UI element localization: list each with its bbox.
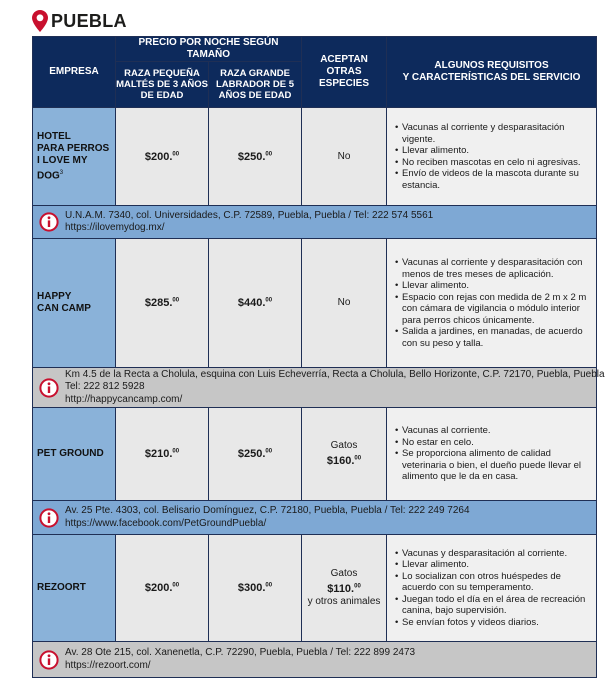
other-species <box>302 408 387 501</box>
contact-link[interactable]: https://rezoort.com/ <box>65 659 151 671</box>
price-amount: $440. <box>237 297 266 309</box>
header-other-species <box>302 37 387 108</box>
contact-info <box>33 206 597 239</box>
info-icon <box>39 212 59 232</box>
section-title <box>32 8 127 34</box>
header-line: RAZA PEQUEÑA <box>124 68 200 79</box>
contact-link[interactable]: https://ilovemydog.mx/ <box>65 222 165 233</box>
company-line: PET GROUND <box>37 448 104 459</box>
info-icon <box>39 650 59 670</box>
requirement-item: • Juegan todo el día en el área de recreación canina, bajo supervisión. <box>395 594 590 617</box>
contact-line: U.N.A.M. 7340, col. Universidades, C.P. 72589, Puebla, Puebla / Tel: 222 574 5561 <box>65 209 434 221</box>
company-name <box>33 239 116 368</box>
info-row <box>33 368 597 408</box>
small-breed-price <box>116 108 209 206</box>
other-species-label: No <box>337 150 351 162</box>
header-large-breed <box>209 62 302 108</box>
price-cents: 00 <box>172 582 180 589</box>
company-line: PARA PERROS <box>37 142 110 154</box>
requirement-item: • Envío de videos de la mascota durante su estancia. <box>395 168 590 191</box>
header-requirements <box>387 37 597 108</box>
header-line: DE EDAD <box>140 90 184 101</box>
price-amount: $250. <box>237 150 266 163</box>
info-icon <box>39 508 59 528</box>
company-line: REZOORT <box>37 582 86 593</box>
header-line: Y CARACTERÍSTICAS DEL SERVICIO <box>402 72 581 83</box>
price-amount: $300. <box>237 582 266 594</box>
large-breed-price <box>209 239 302 368</box>
other-species-price: $160. <box>326 454 355 467</box>
company-line: CAN CAMP <box>37 303 91 314</box>
small-breed-price <box>116 239 209 368</box>
company-line: DOG <box>37 170 60 182</box>
other-species <box>302 239 387 368</box>
requirement-item: • Vacunas al corriente. <box>395 425 590 437</box>
info-icon <box>39 378 59 398</box>
header-line: LABRADOR DE 5 <box>215 79 295 90</box>
price-cents: 00 <box>172 297 180 304</box>
price-amount: $200. <box>144 582 173 594</box>
price-cents: 00 <box>265 150 273 157</box>
company-line: HAPPY <box>37 291 72 302</box>
header-line: ACEPTAN <box>320 54 368 65</box>
info-row <box>33 501 597 535</box>
price-cents: 00 <box>265 448 273 455</box>
requirement-item: • Llevar alimento. <box>395 559 590 571</box>
table-row <box>33 108 597 206</box>
company-line: HOTEL <box>37 130 71 142</box>
table-row <box>33 239 597 368</box>
requirement-item: • Espacio con rejas con medida de 2 m x 2 m con cámara de vigilancia o módulo interior para perros chicos únicamente. <box>395 292 590 327</box>
other-species <box>302 535 387 642</box>
company-name <box>33 108 116 206</box>
company-line: I LOVE MY <box>37 154 88 166</box>
info-row <box>33 642 597 678</box>
price-amount: $210. <box>144 448 173 460</box>
requirement-item: • Salida a jardines, en manadas, de acuerdo con su peso y talla. <box>395 326 590 349</box>
other-species-label: No <box>337 297 351 308</box>
requirement-item: • Vacunas al corriente y desparasitación con menos de tres meses de aplicación. <box>395 257 590 280</box>
large-breed-price <box>209 535 302 642</box>
requirement-item: • Se proporciona alimento de calidad veterinaria o bien, el dueño puede llevar el alimento que le da en casa. <box>395 448 590 483</box>
contact-link[interactable]: https://www.facebook.com/PetGroundPuebla/ <box>65 517 267 529</box>
header-line: MALTÉS DE 3 AÑOS <box>116 79 208 90</box>
other-species <box>302 108 387 206</box>
requirement-item: • Se envían fotos y videos diarios. <box>395 617 590 629</box>
contact-line: Av. 28 Ote 215, col. Xanenetla, C.P. 72290, Puebla, Puebla / Tel: 222 899 2473 <box>65 647 416 658</box>
requirements <box>387 535 597 642</box>
header-line: ALGUNOS REQUISITOS <box>434 60 549 71</box>
price-cents: 00 <box>265 582 273 589</box>
header-small-breed <box>116 62 209 108</box>
other-species-price: $110. <box>327 582 355 595</box>
contact-info <box>33 501 597 535</box>
table-row <box>33 535 597 642</box>
price-amount: $200. <box>144 150 173 163</box>
price-cents: 00 <box>172 150 180 157</box>
section-title-text: PUEBLA <box>51 10 127 31</box>
requirement-item: • Lo socializan con otros huéspedes de acuerdo con su temperamento. <box>395 571 590 594</box>
table-row <box>33 408 597 501</box>
contact-link[interactable]: http://happycancamp.com/ <box>65 393 183 405</box>
price-cents: 00 <box>354 583 361 590</box>
price-cents: 00 <box>354 455 362 462</box>
small-breed-price <box>116 535 209 642</box>
header-line: ESPECIES <box>318 78 370 89</box>
map-pin-icon <box>32 10 48 32</box>
requirement-item: • Vacunas al corriente y desparasitación vigente. <box>395 122 590 145</box>
header-line: OTRAS <box>326 66 362 77</box>
kennels-table <box>32 36 605 678</box>
contact-line: Km 4.5 de la Recta a Cholula, esquina con Luis Echeverría, Recta a Cholula, Bello Horizonte, C.P. 72170, Puebla, Puebla <box>65 368 605 380</box>
requirement-item: • No reciben mascotas en celo ni agresivas. <box>395 157 590 169</box>
header-price-group: PRECIO POR NOCHE SEGÚN TAMAÑO <box>116 37 302 62</box>
requirement-item: • Llevar alimento. <box>395 280 590 292</box>
contact-info <box>33 368 605 408</box>
price-cents: 00 <box>265 297 273 304</box>
price-amount: $285. <box>144 297 173 309</box>
large-breed-price <box>209 108 302 206</box>
other-species-label: Gatos <box>330 568 358 580</box>
requirement-item: • Vacunas y desparasitación al corriente. <box>395 548 590 560</box>
other-species-label: Gatos <box>330 440 358 452</box>
requirement-item: • Llevar alimento. <box>395 145 590 157</box>
requirements <box>387 108 597 206</box>
info-row <box>33 206 597 239</box>
small-breed-price <box>116 408 209 501</box>
requirements <box>387 408 597 501</box>
contact-info <box>33 642 597 678</box>
company-name <box>33 408 116 501</box>
requirement-item: • No estar en celo. <box>395 437 590 449</box>
large-breed-price <box>209 408 302 501</box>
contact-line: Av. 25 Pte. 4303, col. Belisario Domínguez, C.P. 72180, Puebla, Puebla / Tel: 222 249 7264 <box>65 505 470 516</box>
price-cents: 00 <box>172 448 180 455</box>
other-species-extra: y otros animales <box>307 595 381 607</box>
price-amount: $250. <box>237 448 266 460</box>
contact-line: Tel: 222 812 5928 <box>65 381 145 393</box>
header-company: EMPRESA <box>33 37 116 108</box>
requirements <box>387 239 597 368</box>
company-name <box>33 535 116 642</box>
header-line: AÑOS DE EDAD <box>218 90 292 101</box>
footnote-mark: 3 <box>59 169 64 176</box>
header-line: RAZA GRANDE <box>220 68 290 79</box>
